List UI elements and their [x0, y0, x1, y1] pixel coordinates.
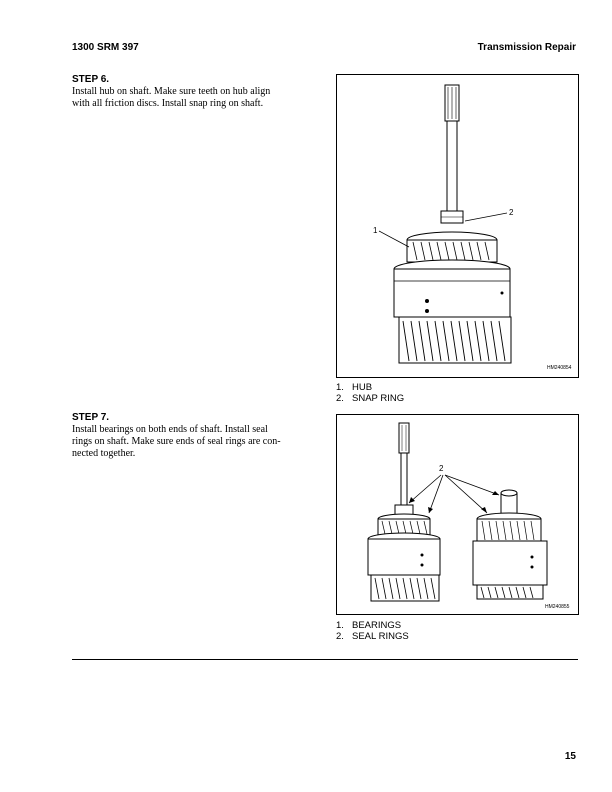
legend-item: 1. BEARINGS [336, 620, 402, 631]
figure-code: HM240855 [545, 604, 570, 610]
figure-hub-snap-ring [336, 74, 579, 378]
legend-item: 2. SEAL RINGS [336, 631, 409, 642]
step-6-title: STEP 6. [72, 74, 110, 85]
step-7-text [72, 424, 318, 460]
step-7-line-3: nected together. [72, 448, 136, 459]
step-6-text [72, 86, 318, 110]
figure-code: HM240854 [547, 365, 572, 371]
hub-assembly-illustration [337, 75, 578, 377]
step-7-legend [336, 620, 409, 642]
header-manual-code: 1300 SRM 397 [72, 42, 139, 53]
step-7-line-2: rings on shaft. Make sure ends of seal rings are con- [72, 436, 281, 447]
callout-1: 1 [373, 226, 378, 235]
section-divider [72, 659, 578, 660]
page-number: 15 [564, 751, 576, 762]
header-section-title: Transmission Repair [477, 42, 576, 53]
callout-2: 2 [509, 208, 514, 217]
bearings-illustration [337, 415, 578, 614]
callout-2: 2 [439, 464, 444, 473]
step-7-line-1: Install bearings on both ends of shaft. Install seal [72, 424, 268, 435]
legend-item: 1. HUB [336, 382, 373, 393]
step-6-line-1: Install hub on shaft. Make sure teeth on hub align [72, 86, 271, 97]
figure-bearings-seal-rings [336, 414, 579, 615]
step-6-legend [336, 382, 404, 404]
step-7-title: STEP 7. [72, 412, 110, 423]
legend-item: 2. SNAP RING [336, 393, 405, 404]
step-6-line-2: with all friction discs. Install snap ring on shaft. [72, 98, 264, 109]
